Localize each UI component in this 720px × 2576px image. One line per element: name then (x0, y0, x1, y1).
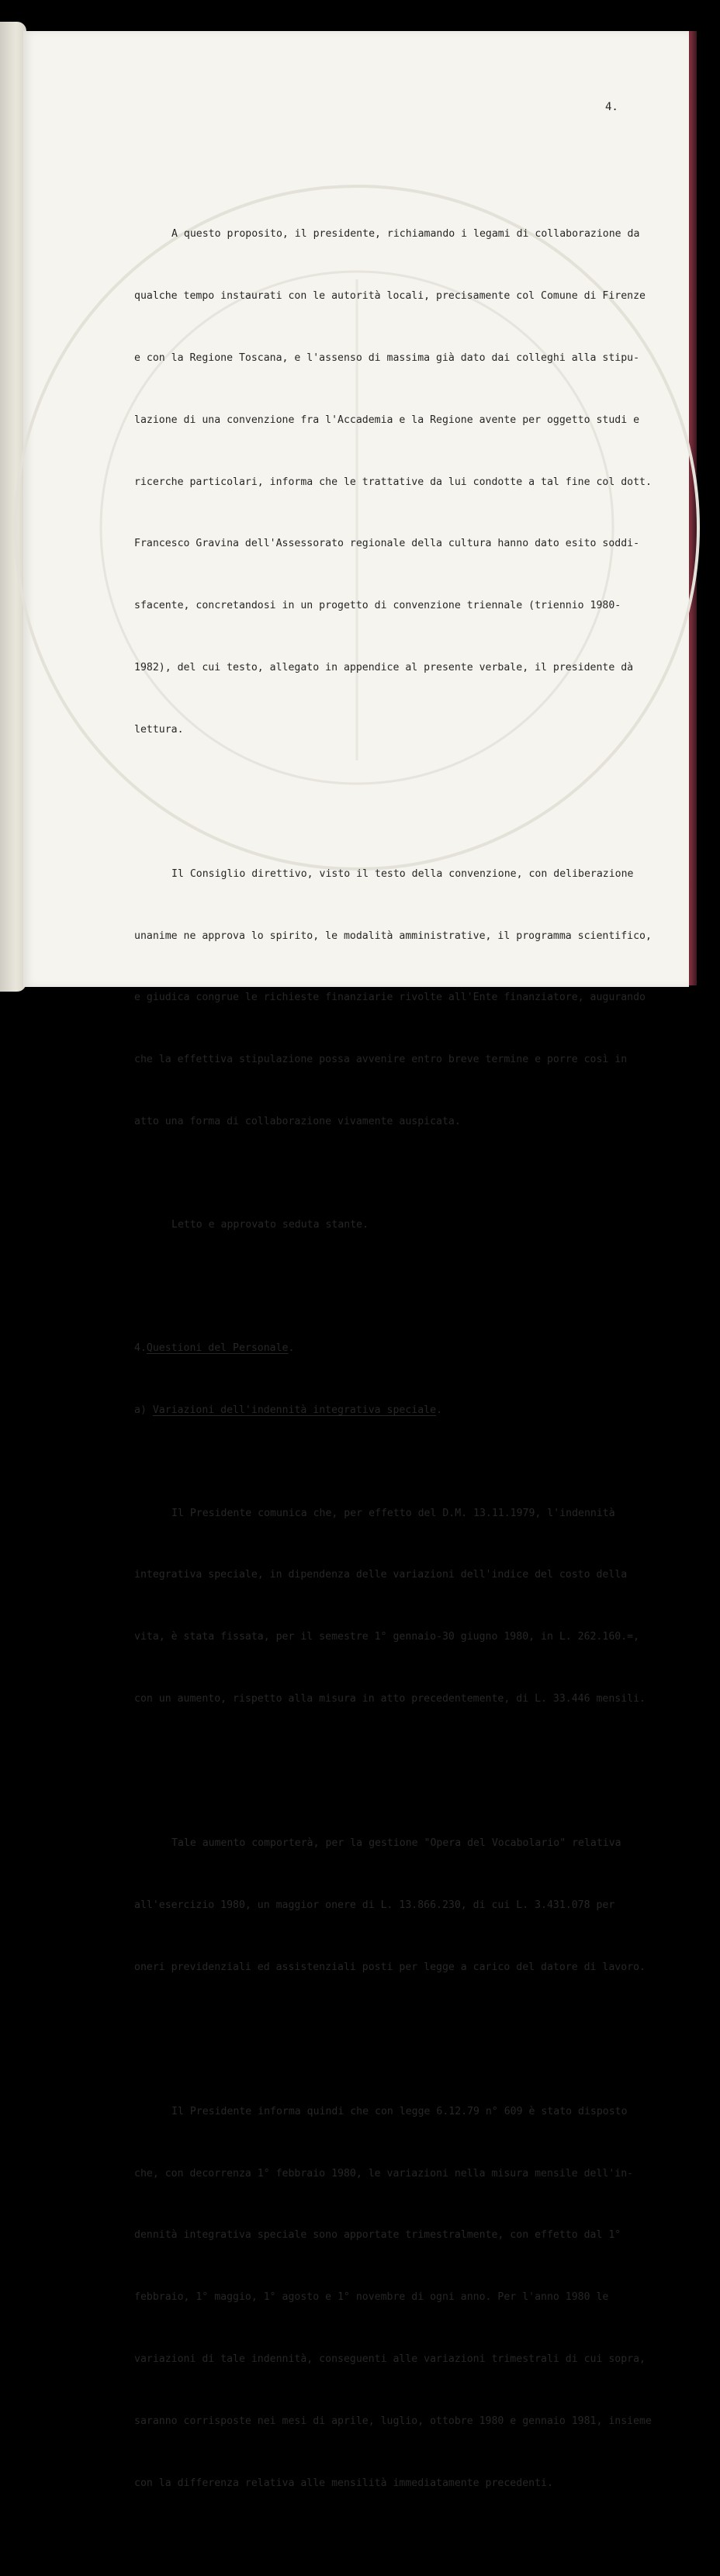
paragraph-proposal (134, 183, 652, 781)
paragraph-aumento (134, 1792, 646, 2020)
text-line: A questo proposito, il presidente, richiamando i legami di collaborazione da (171, 228, 640, 241)
text-line: vita, è stata fissata, per il semestre 1° gennaio-30 giugno 1980, in L. 262.160.=, (134, 1631, 640, 1643)
text-line: e con la Regione Toscana, e l'assenso di massima già dato dai colleghi alla stipu- (134, 351, 640, 364)
subsection-title: Variazioni dell'indennità integrativa speciale (152, 1404, 437, 1416)
paragraph-legge (134, 2061, 652, 2536)
text-line: Il Presidente informa quindi che con legge 6.12.79 n° 609 è stato disposto (171, 2105, 628, 2117)
text-line: lettura. (134, 723, 184, 736)
facing-page-edge (0, 22, 26, 992)
text-line: atto una forma di collaborazione vivamente auspicata. (134, 1115, 461, 1127)
text-line: all'esercizio 1980, un maggior onere di L. 13.866.230, di cui L. 3.431.078 per (134, 1899, 615, 1911)
text-line: Tale aumento comporterà, per la gestione "Opera del Vocabolario" relativa (171, 1837, 621, 1850)
text-line: lazione di una convenzione fra l'Accademia e la Regione avente per oggetto studi e (134, 414, 640, 426)
text-line: oneri previdenziali ed assistenziali posti per legge a carico del datore di lavoro. (134, 1961, 646, 1973)
text-line: qualche tempo instaurati con le autorità locali, precisamente col Comune di Firenze (134, 290, 646, 303)
text-line: Il Presidente comunica che, per effetto del D.M. 13.11.1979, l'indennità (171, 1507, 615, 1519)
document-body (134, 142, 652, 2576)
section-heading (134, 1338, 631, 1359)
section-title: Questioni del Personale (146, 1342, 289, 1354)
text-line: integrativa speciale, in dipendenza delle variazioni dell'indice del costo della (134, 1569, 628, 1581)
text-line: che, con decorrenza 1° febbraio 1980, le variazioni nella misura mensile dell'in- (134, 2167, 634, 2180)
section-number: 4. (134, 1342, 147, 1354)
paragraph-indennita (134, 1462, 646, 1750)
text-line: sfacente, concretandosi in un progetto di convenzione triennale (triennio 1980- (134, 600, 621, 612)
page-number: 4. (605, 101, 618, 113)
text-line: Francesco Gravina dell'Assessorato regionale della cultura hanno dato esito soddi- (134, 538, 640, 550)
text-line: con un aumento, rispetto alla misura in atto precedentemente, di L. 33.446 mensili. (134, 1692, 646, 1705)
subsection-title-end: . (436, 1404, 443, 1416)
text-line: e giudica congrue le richieste finanziarie rivolte all'Ente finanziatore, augurando (134, 992, 646, 1004)
text-line: saranno corrisposte nei mesi di aprile, luglio, ottobre 1980 e gennaio 1981, insieme (134, 2415, 652, 2427)
paragraph-council (134, 823, 652, 1174)
document-page (23, 31, 689, 2489)
text-line: dennità integrativa speciale sono apportate trimestralmente, con effetto dal 1° (134, 2229, 621, 2242)
approval-line: Letto e approvato seduta stante. (171, 1218, 369, 1231)
text-line: Il Consiglio direttivo, visto il testo della convenzione, con deliberazione (171, 867, 634, 880)
subsection-heading (134, 1401, 631, 1421)
text-line: variazioni di tale indennità, conseguenti alle variazioni trimestrali di cui sopra, (134, 2353, 646, 2365)
text-line: febbraio, 1° maggio, 1° agosto e 1° novembre di ogni anno. Per l'anno 1980 le (134, 2291, 609, 2304)
text-line: 1982), del cui testo, allegato in appendice al presente verbale, il presidente dà (134, 661, 634, 673)
text-line: ricerche particolari, informa che le trattative da lui condotte a tal fine col dott. (134, 476, 652, 488)
subsection-label: a) (134, 1404, 147, 1416)
text-line: con la differenza relativa alle mensilità immediatamente precedenti. (134, 2477, 553, 2489)
text-line: unanime ne approva lo spirito, le modalità amministrative, il programma scientifico, (134, 930, 652, 942)
text-line: che la effettiva stipulazione possa avvenire entro breve termine e porre così in (134, 1054, 628, 1066)
section-title-end: . (288, 1342, 295, 1354)
